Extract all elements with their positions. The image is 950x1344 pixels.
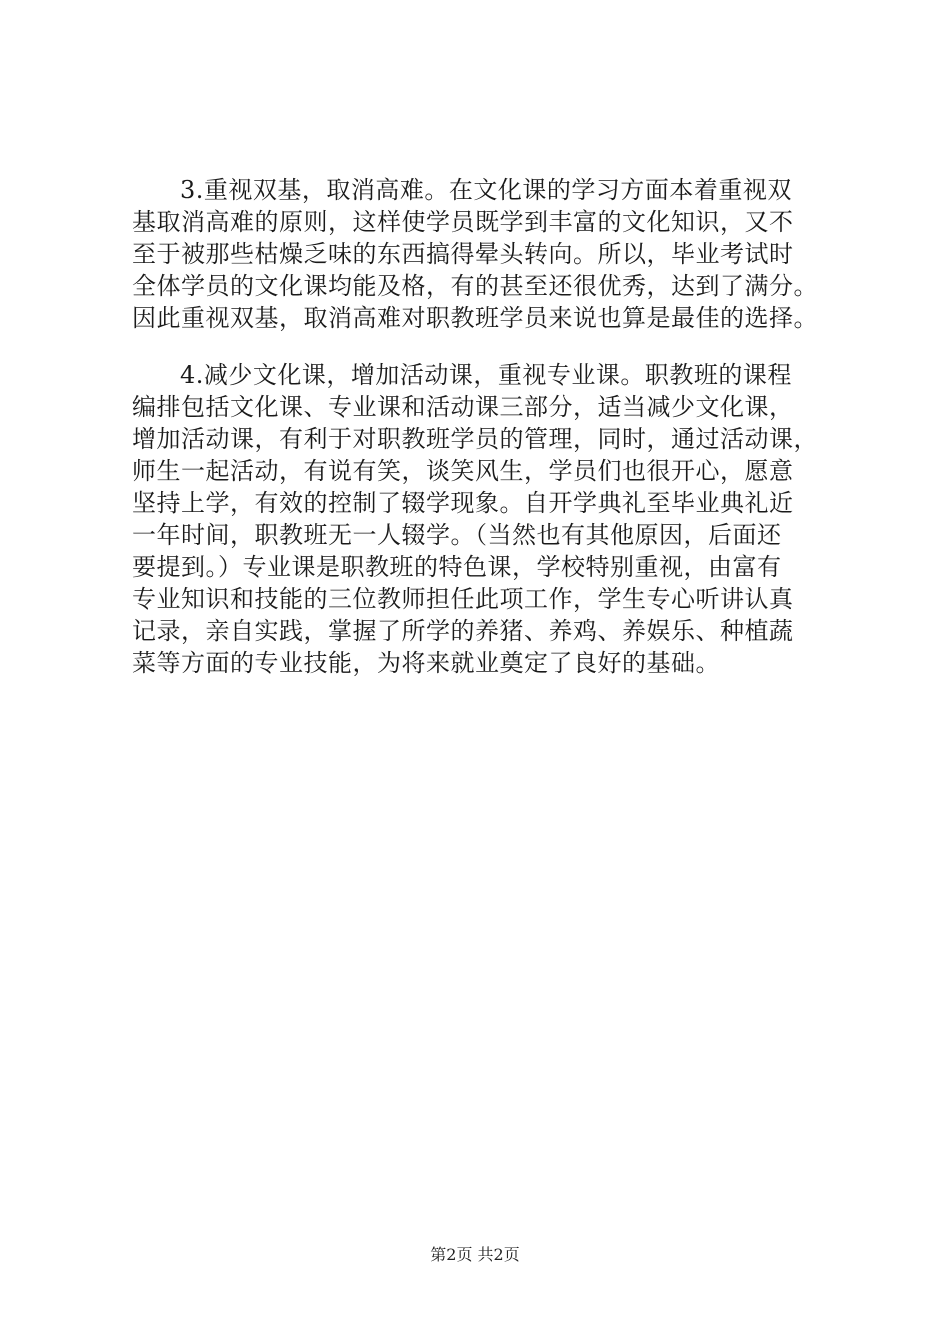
- paragraph-1-line-3: 至于被那些枯燥乏味的东西搞得晕头转向。所以，毕业考试时: [132, 240, 794, 268]
- paragraph-1-line-4: 全体学员的文化课均能及格，有的甚至还很优秀，达到了满分。: [132, 272, 818, 300]
- paragraph-2-line-5: 坚持上学，有效的控制了辍学现象。自开学典礼至毕业典礼近: [132, 489, 794, 517]
- paragraph-2-line-4: 师生一起活动，有说有笑，谈笑风生，学员们也很开心，愿意: [132, 457, 794, 485]
- paragraph-1-line-5: 因此重视双基，取消高难对职教班学员来说也算是最佳的选择。: [132, 304, 818, 332]
- paragraph-2-line-9: 记录，亲自实践，掌握了所学的养猪、养鸡、养娱乐、种植蔬: [132, 617, 794, 645]
- paragraph-2-line-10: 菜等方面的专业技能，为将来就业奠定了良好的基础。: [132, 649, 720, 677]
- paragraph-2-line-1: 4.减少文化课，增加活动课，重视专业课。职教班的课程: [180, 361, 792, 389]
- paragraph-2-line-7: 要提到。）专业课是职教班的特色课，学校特别重视，由富有: [132, 553, 782, 581]
- paragraph-2-line-3: 增加活动课，有利于对职教班学员的管理，同时，通过活动课，: [132, 425, 818, 453]
- paragraph-2-line-8: 专业知识和技能的三位教师担任此项工作，学生专心听讲认真: [132, 585, 794, 613]
- paragraph-1-line-2: 基取消高难的原则，这样使学员既学到丰富的文化知识，又不: [132, 208, 794, 236]
- page-footer: 第2页 共2页: [430, 1245, 520, 1264]
- paragraph-2-line-2: 编排包括文化课、专业课和活动课三部分，适当减少文化课，: [132, 393, 794, 421]
- paragraph-1-line-1: 3.重视双基，取消高难。在文化课的学习方面本着重视双: [180, 176, 792, 204]
- paragraph-2-line-6: 一年时间，职教班无一人辍学。（当然也有其他原因，后面还: [132, 521, 782, 549]
